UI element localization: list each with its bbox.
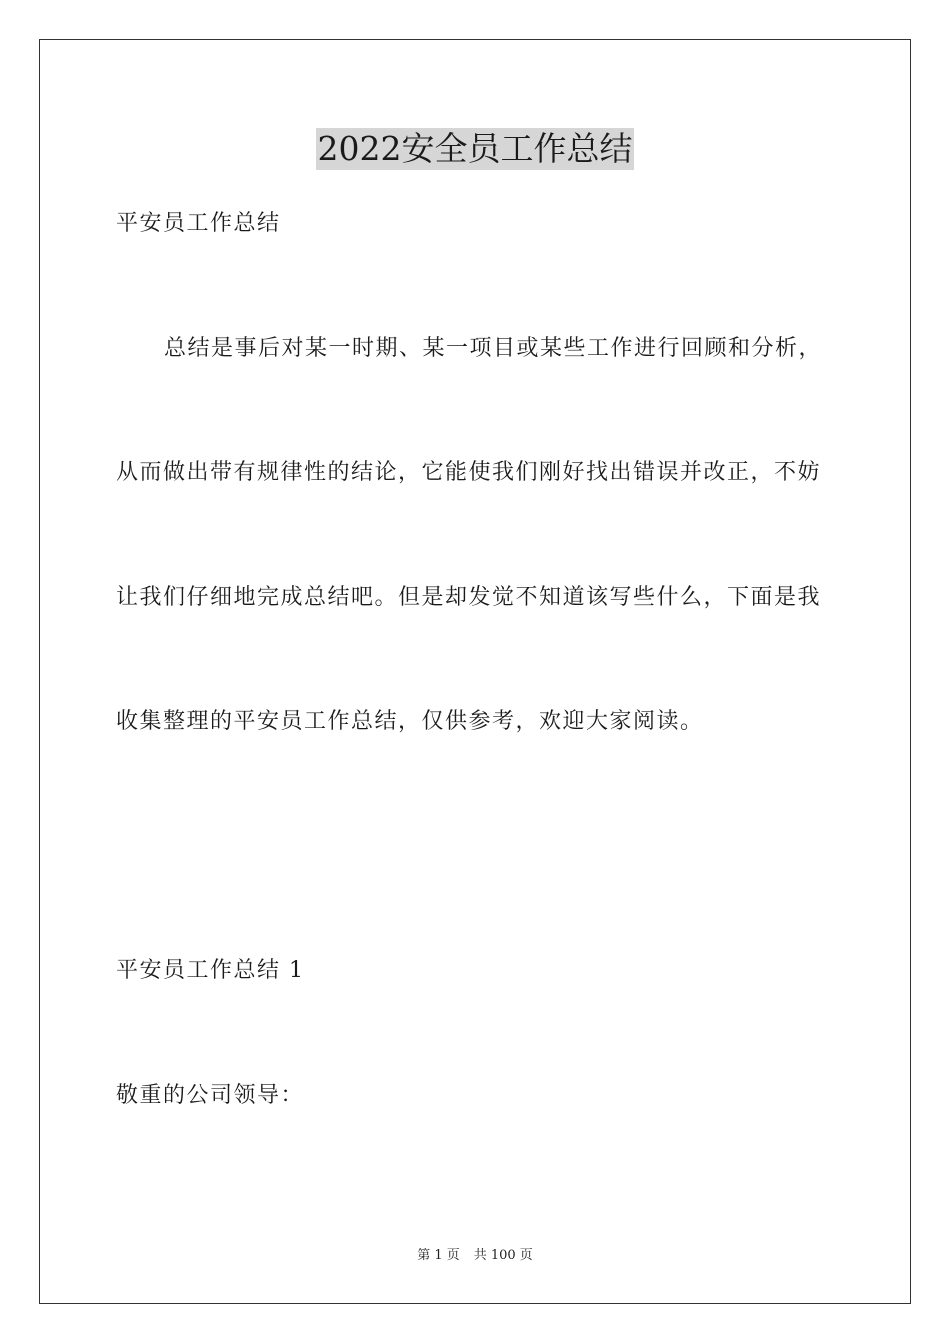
page-total: 共 100 页	[473, 1248, 533, 1263]
page-footer	[0, 1247, 950, 1265]
intro-line-1: 总结是事后对某一时期、某一项目或某些工作进行回顾和分析，	[164, 336, 823, 361]
intro-line-2: 从而做出带有规律性的结论，它能使我们刚好找出错误并改正，不妨	[116, 460, 822, 485]
salutation: 敬重的公司领导：	[116, 1083, 305, 1108]
page-number: 第 1 页	[417, 1248, 460, 1263]
document-title-text: 2022安全员工作总结	[317, 129, 633, 168]
intro-line-4: 收集整理的平安员工作总结，仅供参考，欢迎大家阅读。	[116, 709, 704, 734]
intro-line-3: 让我们仔细地完成总结吧。但是却发觉不知道该写些什么，下面是我	[116, 585, 822, 610]
document-title	[0, 128, 950, 170]
section-heading: 平安员工作总结 1	[116, 958, 305, 983]
document-subtitle: 平安员工作总结	[116, 211, 281, 236]
